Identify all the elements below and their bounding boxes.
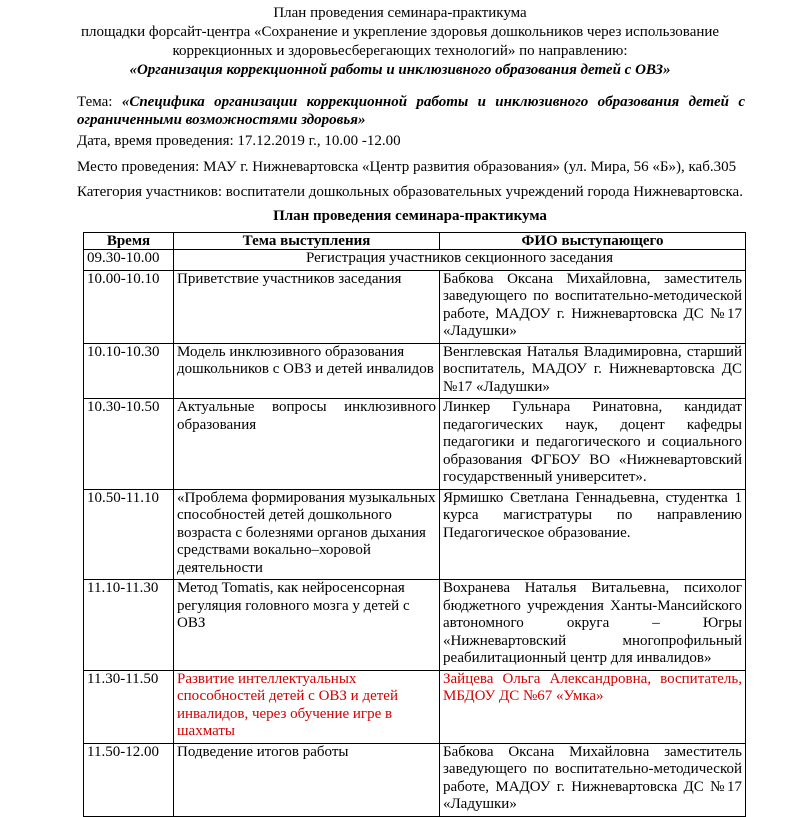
table-header-row [84,233,746,250]
cell-topic: Приветствие участников заседания [174,270,440,343]
table-row-registration [84,250,746,271]
header-line-3: коррекционных и здоровьесберегающих технологий» по направлению: [172,43,628,59]
topic-label: Тема: [77,94,122,110]
cell-speaker: Венглевская Наталья Владимировна, старший воспитатель, МАДОУ г. Нижневартовска ДС №17 «Ладушки» [440,343,746,399]
cell-speaker: Ярмишко Светлана Геннадьевна, студентка 1 курса магистратуры по направлению Педагогическое образование. [440,489,746,580]
cell-topic: «Проблема формирования музыкальных способностей детей дошкольного возраста с болезнями органов дыхания средствами вокально–хоровой деятельности [174,489,440,580]
table-row [84,343,746,399]
header-direction: «Организация коррекционной работы и инклюзивного образования детей с ОВЗ» [129,62,671,78]
schedule-table [83,232,746,817]
table-row [84,399,746,490]
cell-topic: Развитие интеллектуальных способностей детей с ОВЗ и детей инвалидов, через обучение игре в шахматы [174,670,440,743]
cell-topic: Актуальные вопросы инклюзивного образования [174,399,440,490]
cell-time: 10.50-11.10 [84,489,174,580]
table-row-highlighted [84,670,746,743]
cell-topic: Подведение итогов работы [174,743,440,816]
column-header-time: Время [84,233,174,250]
table-row [84,270,746,343]
cell-time: 11.50-12.00 [84,743,174,816]
table-row [84,743,746,816]
cell-time: 10.30-10.50 [84,399,174,490]
category-line: Категория участников: воспитатели дошкольных образовательных учреждений города Нижневартовска. [77,184,743,200]
table-row [84,489,746,580]
plan-title: План проведения семинара-практикума [273,208,547,224]
cell-time: 10.10-10.30 [84,343,174,399]
cell-time: 09.30-10.00 [84,250,174,271]
date-line: Дата, время проведения: 17.12.2019 г., 10.00 -12.00 [77,133,401,149]
column-header-topic: Тема выступления [174,233,440,250]
cell-speaker: Бабкова Оксана Михайловна, заместитель заведующего по воспитательно-методической работе, МАДОУ г. Нижневартовска ДС №17 «Ладушки» [440,270,746,343]
cell-speaker: Вохранева Наталья Витальевна, психолог бюджетного учреждения Ханты-Мансийского автономного округа – Югры «Нижневартовский многопрофильный реабилитационный центр для инвалидов» [440,580,746,671]
topic-paragraph [77,93,745,129]
cell-speaker: Линкер Гульнара Ринатовна, кандидат педагогических наук, доцент кафедры педагогики и педагогического и социального образования ФГБОУ ВО «Нижневартовский государственный университет». [440,399,746,490]
cell-topic: Модель инклюзивного образования дошкольников с ОВЗ и детей инвалидов [174,343,440,399]
cell-time: 11.10-11.30 [84,580,174,671]
cell-speaker: Зайцева Ольга Александровна, воспитатель, МБДОУ ДС №67 «Умка» [440,670,746,743]
place-line: Место проведения: МАУ г. Нижневартовска «Центр развития образования» (ул. Мира, 56 «Б»), каб.305 [77,159,737,175]
cell-time: 10.00-10.10 [84,270,174,343]
column-header-speaker: ФИО выступающего [440,233,746,250]
cell-time: 11.30-11.50 [84,670,174,743]
header-title: План проведения семинара-практикума [273,5,527,21]
cell-topic: Метод Tomatis, как нейросенсорная регуляция головного мозга у детей с ОВЗ [174,580,440,671]
topic-text: «Специфика организации коррекционной работы и инклюзивного образования детей с ограниченными возможностями здоровья» [77,94,745,128]
cell-registration: Регистрация участников секционного заседания [174,250,746,271]
cell-speaker: Бабкова Оксана Михайловна заместитель заведующего по воспитательно-методической работе, МАДОУ г. Нижневартовска ДС №17 «Ладушки» [440,743,746,816]
header-line-2: площадки форсайт-центра «Сохранение и укрепление здоровья дошкольников через использование [80,24,720,40]
table-row [84,580,746,671]
